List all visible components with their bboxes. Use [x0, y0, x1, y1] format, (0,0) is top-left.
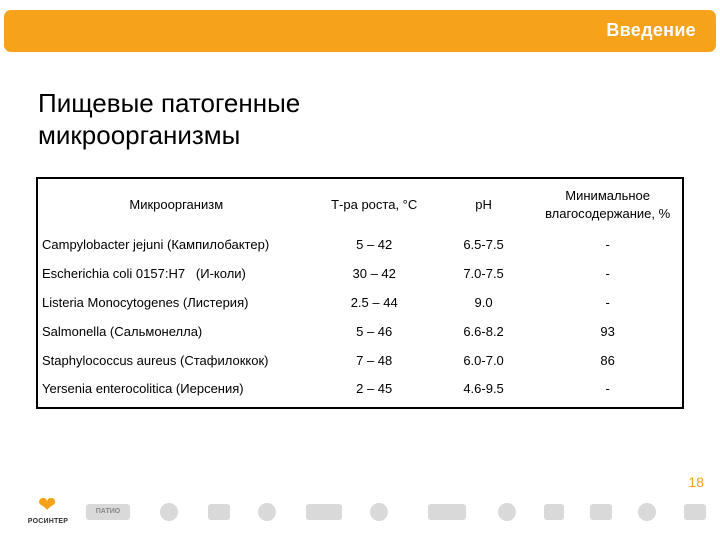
cell-temperature: 30 – 42	[352, 266, 396, 281]
cell-temperature: 5 – 46	[356, 324, 393, 339]
brand-logo	[428, 504, 466, 520]
header-microorganism: Микроорганизм	[129, 196, 224, 212]
table-header-row	[37, 178, 683, 230]
page-number: 18	[688, 474, 704, 490]
header-ph: pH	[475, 196, 492, 212]
cell-moisture: 86	[600, 353, 615, 368]
brand-logo	[208, 504, 230, 520]
footer-logos	[0, 488, 720, 540]
slide-title-line-2: микроорганизмы	[38, 120, 241, 150]
cell-temperature: 2.5 – 44	[350, 295, 398, 310]
cell-moisture: -	[605, 266, 610, 281]
cell-moisture: -	[605, 295, 610, 310]
brand-logo	[306, 504, 342, 520]
cell-temperature: 7 – 48	[356, 353, 393, 368]
brand-logo-text: ПАТИО	[95, 508, 121, 515]
heart-icon: ❤	[38, 492, 57, 517]
brand-logo	[258, 503, 276, 521]
cell-ph: 6.6-8.2	[463, 324, 504, 339]
brand-logo	[684, 504, 706, 520]
cell-moisture: -	[605, 380, 610, 396]
cell-temperature: 5 – 42	[356, 237, 393, 252]
header-growth-temperature: Т-ра роста, °С	[331, 196, 418, 212]
cell-ph: 6.5-7.5	[463, 237, 504, 252]
cell-microorganism: Staphylococcus aureus (Стафилоккок)	[42, 353, 269, 368]
table-row	[37, 259, 683, 288]
cell-ph: 4.6-9.5	[463, 380, 504, 396]
cell-microorganism: Listeria Monocytogenes (Листерия)	[42, 295, 249, 310]
brand-logo	[370, 503, 388, 521]
cell-ph: 7.0-7.5	[463, 266, 504, 281]
cell-temperature: 2 – 45	[356, 380, 393, 396]
table-row	[37, 230, 683, 259]
cell-microorganism: Escherichia coli 0157:H7 (И-коли)	[42, 266, 246, 281]
slide-title	[38, 87, 458, 151]
brand-logo	[590, 504, 612, 520]
cell-microorganism: Campylobacter jejuni (Кампилобактер)	[42, 237, 270, 252]
cell-ph: 9.0	[474, 295, 493, 310]
slide-title-line-1: Пищевые патогенные	[38, 88, 301, 118]
cell-moisture: -	[605, 237, 610, 252]
rosinter-logo	[26, 494, 70, 538]
table-row	[37, 317, 683, 346]
brand-logo-patio	[86, 504, 130, 520]
cell-microorganism: Salmonella (Сальмонелла)	[42, 324, 203, 339]
section-title: Введение	[606, 20, 696, 40]
header-bar	[4, 10, 716, 52]
brand-logo	[544, 504, 564, 520]
header-min-moisture: Минимальное влагосодержание, %	[545, 187, 671, 221]
brand-logo	[498, 503, 516, 521]
cell-ph: 6.0-7.0	[463, 353, 504, 368]
cell-moisture: 93	[600, 324, 615, 339]
table-row	[37, 375, 683, 408]
brand-logo	[160, 503, 178, 521]
table-row	[37, 346, 683, 375]
table-row	[37, 288, 683, 317]
pathogens-table	[36, 177, 684, 409]
cell-microorganism: Yersenia enterocolitica (Иерсения)	[42, 380, 244, 396]
rosinter-logo-text: РОСИНТЕР	[27, 518, 69, 525]
brand-logo	[638, 503, 656, 521]
